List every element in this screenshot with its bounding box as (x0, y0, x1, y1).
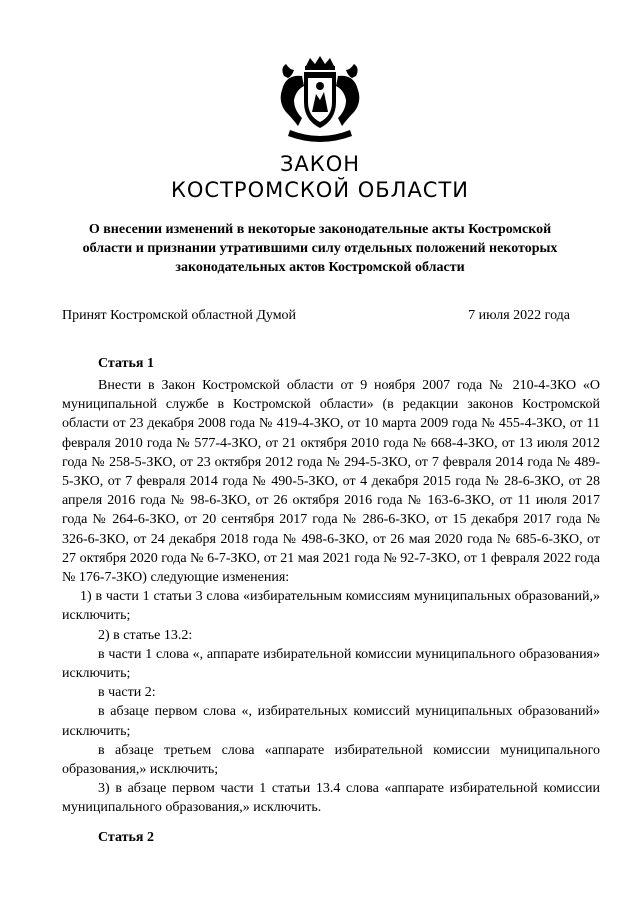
article-1-item-3: 3) в абзаце первом части 1 статьи 13.4 слова «аппарате избирательной комиссии муниципального образования,» исключить. (62, 781, 600, 816)
law-title-line2: КОСТРОМСКОЙ ОБЛАСТИ (170, 178, 470, 202)
law-title-line1: ЗАКОН (279, 152, 361, 176)
article-1-item-2-part-2: в части 2: (98, 685, 156, 701)
article-1-item-2: 2) в статье 13.2: (98, 627, 193, 643)
article-1-item-2-part-1: в части 1 слова «, аппарате избирательной комиссии муниципального образования» исключить; (62, 646, 600, 682)
article-1-heading: Статья 1 (98, 356, 154, 371)
article-1-body (62, 376, 600, 818)
article-1-item-1: 1) в части 1 статьи 3 слова «избирательным комиссиям муниципальных образований,» исключить; (62, 589, 600, 624)
law-subject-heading: О внесении изменений в некоторые законодательные акты Костромской области и признании утратившими силу отдельных положений некоторых законодательных актов Костромской области (82, 222, 558, 275)
adoption-date: 7 июля 2022 года (468, 308, 570, 323)
adoption-row (62, 308, 570, 324)
adopted-by: Принят Костромской областной Думой (62, 308, 297, 323)
article-1-intro: Внести в Закон Костромской области от 9 ноября 2007 года № 210-4-ЗКО «О муниципальной службе в Костромской области» (в редакции законов Костромской области от 23 декабря 2008 года № 419-4-ЗКО, от 10 марта 2009 года № 455-4-ЗКО, от 11 февраля 2010 года № 577-4-ЗКО, от 21 октября 2010 года № 668-4-ЗКО, от 13 июля 2012 года № 258-5-ЗКО, от 23 октября 2012 года № 294-5-ЗКО, от 7 февраля 2014 года № 489-5-ЗКО, от 7 февраля 2014 года № 490-5-ЗКО, от 4 декабря 2015 года № 28-6-ЗКО, от 28 апреля 2016 года № 98-6-ЗКО, от 26 октября 2016 года № 163-6-ЗКО, от 11 июля 2017 года № 264-6-ЗКО, от 20 сентября 2017 года № 286-6-ЗКО, от 15 декабря 2017 года № 326-6-ЗКО, от 24 декабря 2018 года № 498-6-ЗКО, от 26 мая 2020 года № 685-6-ЗКО, от 27 октября 2020 года № 6-7-ЗКО, от 21 мая 2021 года № 92-7-ЗКО, от 1 февраля 2022 года № 176-7-ЗКО) следующие изменения: (62, 378, 600, 586)
kostroma-coat-of-arms-icon (272, 56, 368, 148)
article-1-item-2-part-2-a: в абзаце первом слова «, избирательных комиссий муниципальных образований» исключить; (62, 704, 600, 739)
article-1-item-2-part-2-b: в абзаце третьем слова «аппарате избирательной комиссии муниципального образования,» исключить; (62, 742, 600, 778)
article-2-heading: Статья 2 (98, 830, 154, 845)
